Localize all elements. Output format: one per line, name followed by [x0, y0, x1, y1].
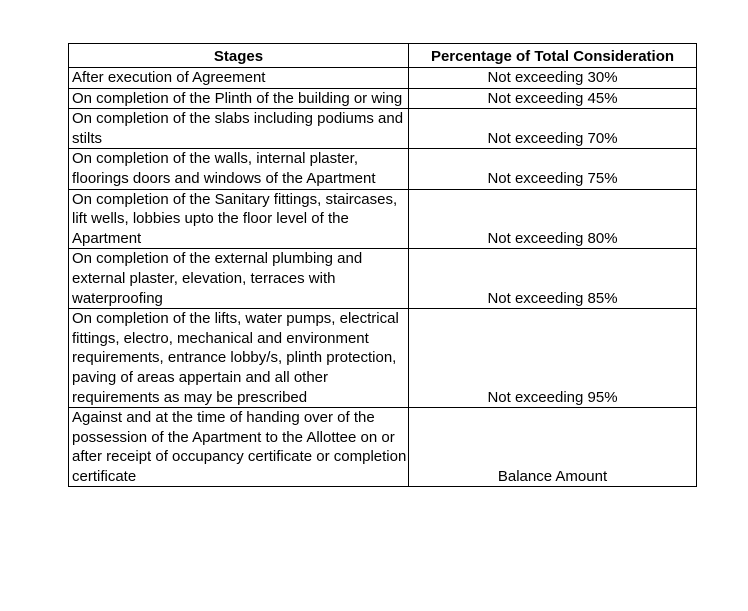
table-row: [69, 68, 697, 89]
percentage-cell: Not exceeding 85%: [409, 249, 697, 309]
percentage-cell: Not exceeding 75%: [409, 149, 697, 189]
table-row: [69, 149, 697, 189]
payment-schedule-table: [68, 43, 697, 487]
table-row: [69, 249, 697, 309]
table-header: [69, 44, 697, 68]
percentage-cell: Not exceeding 70%: [409, 109, 697, 149]
percentage-cell: Not exceeding 30%: [409, 68, 697, 89]
stage-cell: On completion of the external plumbing and external plaster, elevation, terraces with waterproofing: [69, 249, 409, 309]
percentage-cell: Balance Amount: [409, 408, 697, 487]
table-body: [69, 68, 697, 487]
table-row: [69, 88, 697, 109]
table-row: [69, 309, 697, 408]
percentage-cell: Not exceeding 45%: [409, 88, 697, 109]
header-percentage: Percentage of Total Consideration: [409, 44, 697, 68]
stage-cell: On completion of the lifts, water pumps, electrical fittings, electro, mechanical and environment requirements, entrance lobby/s, plinth protection, paving of areas appertain and all other requirements as may be prescribed: [69, 309, 409, 408]
table-row: [69, 408, 697, 487]
stage-cell: On completion of the walls, internal plaster, floorings doors and windows of the Apartment: [69, 149, 409, 189]
header-row: [69, 44, 697, 68]
percentage-cell: Not exceeding 95%: [409, 309, 697, 408]
header-stages: Stages: [69, 44, 409, 68]
table-row: [69, 189, 697, 249]
percentage-cell: Not exceeding 80%: [409, 189, 697, 249]
stage-cell: On completion of the slabs including podiums and stilts: [69, 109, 409, 149]
stage-cell: On completion of the Sanitary fittings, staircases, lift wells, lobbies upto the floor level of the Apartment: [69, 189, 409, 249]
stage-cell: Against and at the time of handing over of the possession of the Apartment to the Allottee on or after receipt of occupancy certificate or completion certificate: [69, 408, 409, 487]
stage-cell: After execution of Agreement: [69, 68, 409, 89]
stage-cell: On completion of the Plinth of the building or wing: [69, 88, 409, 109]
table-row: [69, 109, 697, 149]
